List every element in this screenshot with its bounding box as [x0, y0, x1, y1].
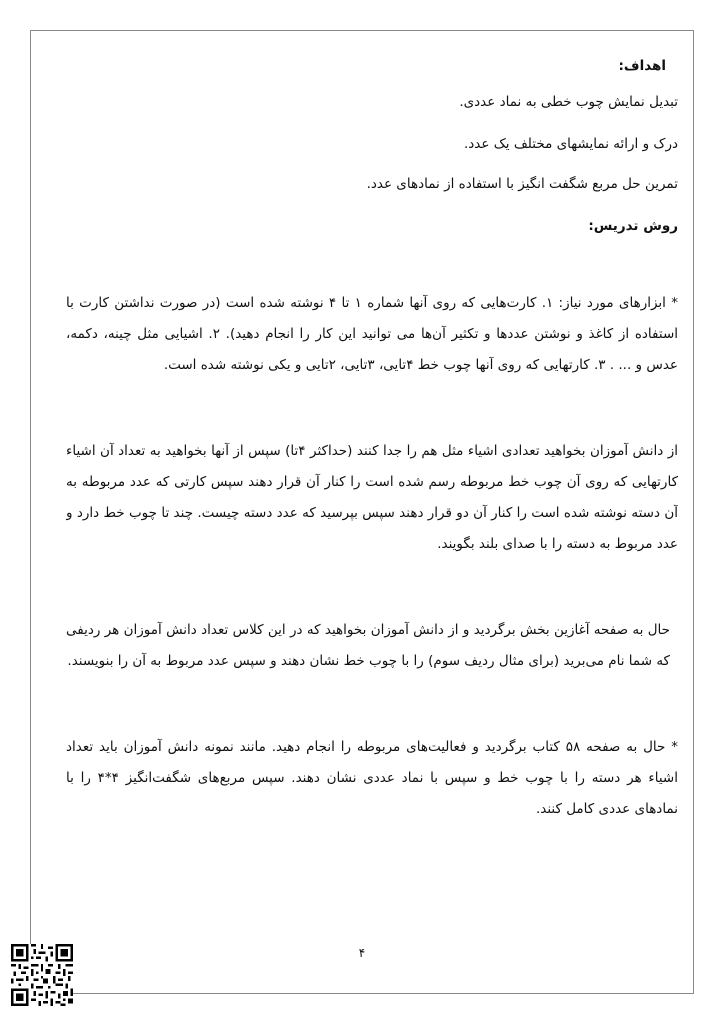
teaching-method-heading: روش تدریس:: [588, 218, 678, 234]
objective-item-1: تبدیل نمایش چوب خطی به نماد عددی.: [459, 94, 678, 110]
paragraph-text: * حال به صفحه ۵۸ کتاب برگردید و فعالیت‌های مربوطه را انجام دهید. مانند نمونه دانش آموزان باید تعداد اشیاء هر دسته را با چوب خط و سپس با نماد عددی نشان دهند. سپس مربع‌های شگفت‌انگیز ۴*۴ را با نمادهای عددی کامل کنند.: [66, 739, 678, 817]
paragraph-book-activity: [66, 732, 678, 825]
qr-code-icon: [11, 944, 73, 1006]
document-body: [66, 48, 678, 825]
paragraph-class-rows: [66, 615, 678, 677]
paragraph-tools: [66, 288, 678, 381]
page-number: ۴: [358, 946, 366, 960]
paragraph-text: * ابزارهای مورد نیاز: ۱. کارت‌هایی که روی آنها شماره ۱ تا ۴ نوشته شده است (در صورت نداشتن کارت با استفاده از کاغذ و نوشتن عددها و تکثیر آن‌ها می توانید این کار را انجام دهید). ۲. اشیایی مثل چینه، دکمه، عدس و ... . ۳. کارتهایی که روی آنها چوب خط ۴تایی، ۳تایی، ۲تایی و یکی نوشته شده است.: [66, 295, 678, 373]
objective-item-3: تمرین حل مربع شگفت انگیز با استفاده از نمادهای عدد.: [366, 176, 678, 192]
paragraph-grouping-activity: [66, 436, 678, 560]
objective-item-2: درک و ارائه نمایشهای مختلف یک عدد.: [463, 136, 678, 152]
objectives-heading: اهداف:: [618, 58, 666, 74]
paragraph-text: از دانش آموزان بخواهید تعدادی اشیاء مثل هم را جدا کنند (حداکثر ۴تا) سپس از آنها بخواهید به تعداد آن اشیاء کارتهایی که روی آن چوب خط مربوطه رسم شده است را کنار آن قرار دهند سپس کارتی که عدد مربوطه به آن دسته نوشته شده است را کنار آن دو قرار دهند سپس بپرسید که عدد دسته چیست. چند تا چوب خط دارد و عدد مربوط به دسته را با صدای بلند بگویند.: [66, 443, 678, 552]
paragraph-text: حال به صفحه آغازین بخش برگردید و از دانش آموزان بخواهید که در این کلاس تعداد دانش آموزان هر ردیفی که شما نام می‌برید (برای مثال ردیف سوم) را با چوب خط نشان دهند و سپس عدد مربوط به آن را بنویسند.: [66, 622, 670, 669]
